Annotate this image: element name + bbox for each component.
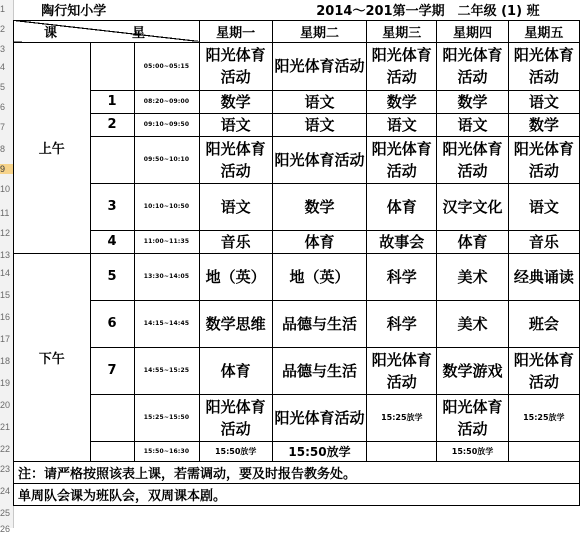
period-number: 3 [90, 183, 134, 230]
row-number-label[interactable]: 3 [0, 44, 6, 54]
period-number: 7 [90, 347, 134, 394]
class-cell[interactable]: 数学游戏 [437, 347, 508, 394]
class-cell[interactable]: 经典诵读 [508, 253, 579, 300]
school-name: 陶行知小学 [14, 0, 135, 20]
class-cell[interactable]: 语文 [367, 113, 437, 136]
class-cell[interactable]: 语文 [272, 90, 366, 113]
term-title: 2014～201第一学期 二年级 (1) 班 [272, 0, 579, 20]
class-cell[interactable]: 阳光体育活动 [367, 136, 437, 183]
class-cell[interactable] [367, 441, 437, 461]
row-number-label[interactable]: 23 [0, 464, 11, 474]
period-number: 5 [90, 253, 134, 300]
row-number-label[interactable]: 15 [0, 290, 11, 300]
time-slot: 15:25~15:50 [134, 394, 199, 441]
schedule-row [14, 300, 580, 347]
class-cell[interactable]: 语文 [199, 183, 272, 230]
period-number [90, 136, 134, 183]
class-cell[interactable]: 品德与生活 [272, 300, 366, 347]
row-number-label[interactable]: 6 [0, 102, 6, 112]
class-cell[interactable]: 15:50放学 [199, 441, 272, 461]
time-slot: 05:00~05:15 [134, 42, 199, 90]
period-number [90, 394, 134, 441]
row-number-label[interactable]: 2 [0, 24, 6, 34]
day-header: 星期二 [272, 20, 366, 42]
schedule-row [14, 113, 580, 136]
class-cell[interactable]: 阳光体育活动 [199, 136, 272, 183]
corner-course-label: 课 [44, 25, 58, 41]
class-cell[interactable]: 语文 [199, 113, 272, 136]
row-number-label[interactable]: 26 [0, 524, 11, 534]
note-row [14, 461, 580, 483]
class-cell[interactable]: 阳光体育活动 [199, 42, 272, 90]
row-number-label[interactable]: 20 [0, 400, 11, 410]
class-cell[interactable]: 科学 [367, 300, 437, 347]
class-cell[interactable]: 15:50放学 [272, 441, 366, 461]
row-number-label[interactable]: 9 [0, 164, 13, 174]
class-cell[interactable]: 阳光体育活动 [199, 394, 272, 441]
time-slot: 09:50~10:10 [134, 136, 199, 183]
time-slot: 09:10~09:50 [134, 113, 199, 136]
period-number [90, 441, 134, 461]
class-cell[interactable]: 体育 [437, 230, 508, 253]
row-number-label[interactable]: 4 [0, 62, 6, 72]
time-slot: 08:20~09:00 [134, 90, 199, 113]
class-cell[interactable]: 阳光体育活动 [272, 394, 366, 441]
class-cell[interactable]: 阳光体育活动 [437, 394, 508, 441]
day-header: 星期四 [437, 20, 508, 42]
class-cell[interactable]: 地（英） [272, 253, 366, 300]
class-cell[interactable]: 数学 [199, 90, 272, 113]
schedule-row [14, 136, 580, 183]
row-number-label[interactable]: 17 [0, 334, 11, 344]
class-cell[interactable]: 15:25放学 [367, 394, 437, 441]
row-number-label[interactable]: 25 [0, 508, 11, 518]
day-header: 星期一 [199, 20, 272, 42]
class-cell[interactable]: 故事会 [367, 230, 437, 253]
time-slot: 14:15~14:45 [134, 300, 199, 347]
row-number-label[interactable]: 7 [0, 122, 6, 132]
class-cell[interactable]: 汉字文化 [437, 183, 508, 230]
corner-weekday-label: 星 [132, 25, 146, 41]
period-number: 6 [90, 300, 134, 347]
class-cell[interactable]: 数学 [437, 90, 508, 113]
row-number-label[interactable]: 18 [0, 356, 11, 366]
time-slot: 10:10~10:50 [134, 183, 199, 230]
schedule-table [13, 0, 580, 506]
corner-header [14, 20, 200, 42]
schedule-row [14, 42, 580, 90]
time-slot: 14:55~15:25 [134, 347, 199, 394]
schedule-row [14, 183, 580, 230]
row-number-label[interactable]: 13 [0, 250, 11, 260]
class-cell[interactable]: 阳光体育活动 [437, 42, 508, 90]
period-number: 2 [90, 113, 134, 136]
class-cell[interactable]: 数学 [272, 183, 366, 230]
class-cell[interactable]: 阳光体育活动 [437, 136, 508, 183]
title-row [14, 0, 580, 20]
period-number: 4 [90, 230, 134, 253]
period-number: 1 [90, 90, 134, 113]
class-cell[interactable]: 体育 [272, 230, 366, 253]
section-morning: 上午 [14, 42, 91, 253]
class-cell[interactable]: 美术 [437, 300, 508, 347]
class-cell[interactable]: 语文 [508, 90, 579, 113]
note-text: 注：请严格按照该表上课，若需调动，要及时报告教务处。 [14, 461, 580, 483]
time-slot: 15:50~16:30 [134, 441, 199, 461]
row-number-label[interactable]: 8 [0, 144, 6, 154]
row-number-label[interactable]: 21 [0, 422, 11, 432]
class-cell[interactable]: 班会 [508, 300, 579, 347]
class-cell[interactable]: 科学 [367, 253, 437, 300]
class-cell[interactable]: 音乐 [199, 230, 272, 253]
row-number-label[interactable]: 10 [0, 184, 11, 194]
class-cell[interactable]: 音乐 [508, 230, 579, 253]
class-cell[interactable]: 体育 [199, 347, 272, 394]
class-cell[interactable]: 阳光体育活动 [508, 42, 579, 90]
note-row [14, 483, 580, 505]
class-cell[interactable]: 体育 [367, 183, 437, 230]
time-slot: 13:30~14:05 [134, 253, 199, 300]
class-cell[interactable]: 阳光体育活动 [508, 347, 579, 394]
class-cell[interactable]: 数学 [508, 113, 579, 136]
class-cell[interactable] [508, 441, 579, 461]
schedule-row [14, 90, 580, 113]
class-cell[interactable]: 品德与生活 [272, 347, 366, 394]
row-number-label[interactable]: 12 [0, 228, 11, 238]
class-cell[interactable]: 15:50放学 [437, 441, 508, 461]
row-number-label[interactable]: 1 [0, 4, 6, 14]
class-cell[interactable]: 阳光体育活动 [272, 42, 366, 90]
note-text: 单周队会课为班队会，双周课本剧。 [14, 483, 580, 505]
schedule-row [14, 441, 580, 461]
class-cell[interactable]: 数学 [367, 90, 437, 113]
day-header: 星期三 [367, 20, 437, 42]
day-header: 星期五 [508, 20, 579, 42]
class-cell[interactable]: 阳光体育活动 [508, 136, 579, 183]
header-row [14, 20, 580, 42]
section-afternoon: 下午 [14, 253, 91, 461]
row-number-label[interactable]: 19 [0, 378, 11, 388]
row-number-label[interactable]: 5 [0, 82, 6, 92]
class-cell[interactable]: 数学思维 [199, 300, 272, 347]
class-cell[interactable]: 地（英） [199, 253, 272, 300]
class-cell[interactable]: 15:25放学 [508, 394, 579, 441]
class-cell[interactable]: 语文 [508, 183, 579, 230]
class-cell[interactable]: 美术 [437, 253, 508, 300]
class-cell[interactable]: 阳光体育活动 [367, 347, 437, 394]
row-number-label[interactable]: 16 [0, 312, 11, 322]
period-number [90, 42, 134, 90]
schedule-row [14, 394, 580, 441]
time-slot: 11:00~11:35 [134, 230, 199, 253]
row-number-label[interactable]: 24 [0, 486, 11, 496]
class-cell[interactable]: 阳光体育活动 [272, 136, 366, 183]
schedule-row [14, 347, 580, 394]
row-number-label[interactable]: 11 [0, 208, 10, 218]
class-cell[interactable]: 语文 [437, 113, 508, 136]
row-number-label[interactable]: 14 [0, 268, 11, 278]
schedule-row [14, 230, 580, 253]
class-cell[interactable]: 语文 [272, 113, 366, 136]
schedule-row [14, 253, 580, 300]
class-cell[interactable]: 阳光体育活动 [367, 42, 437, 90]
row-number-label[interactable]: 22 [0, 444, 11, 454]
